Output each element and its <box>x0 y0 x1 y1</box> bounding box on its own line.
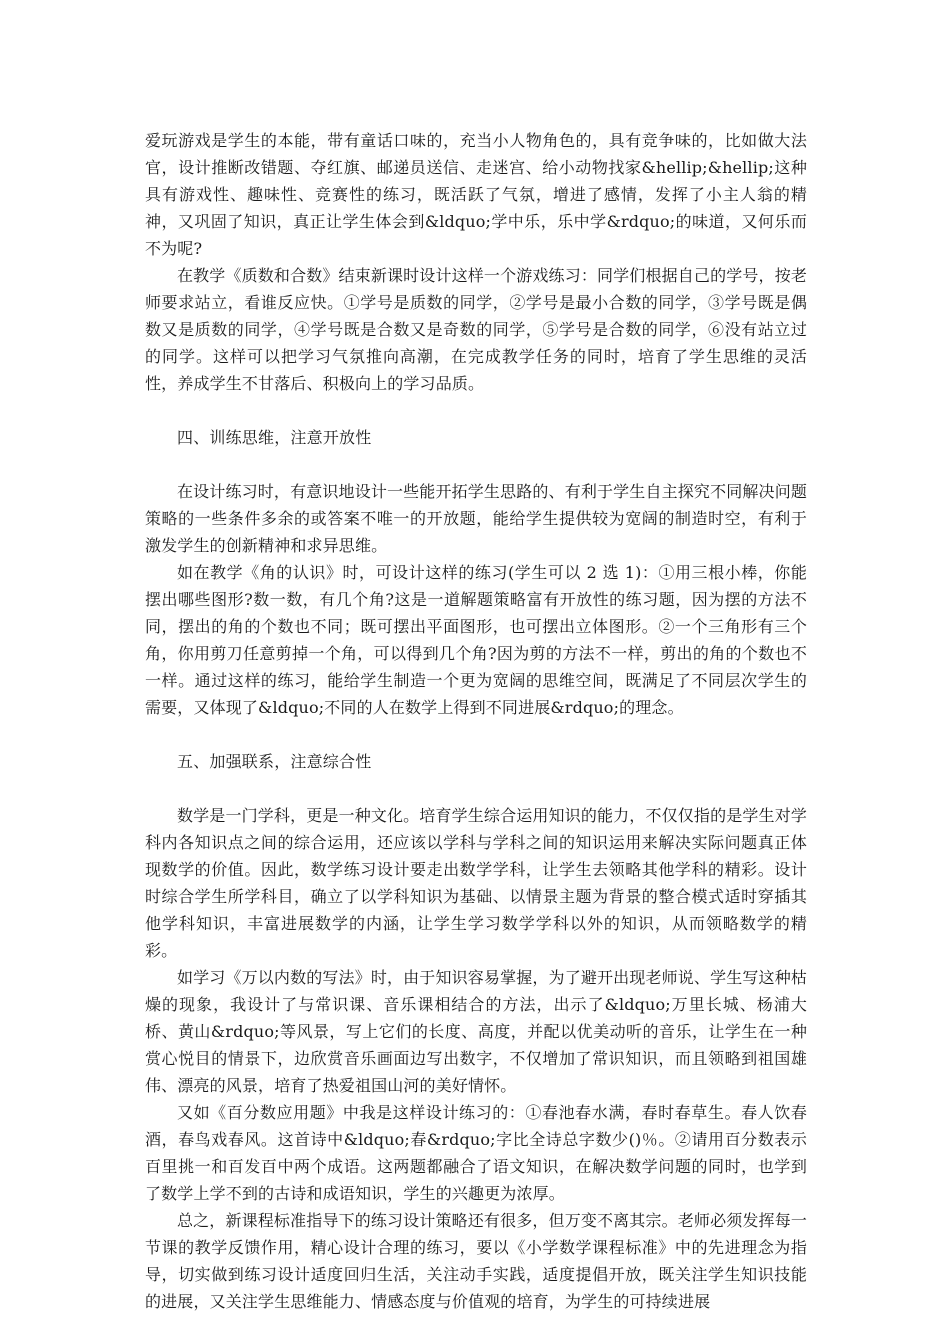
paragraph-open-thinking: 在设计练习时，有意识地设计一些能开拓学生思路的、有利于学生自主探究不同解决问题策略的一些条件多余的或答案不唯一的开放题，能给学生提供较为宽阔的制造时空，有利于激发学生的创新精神和求异思维。 <box>145 482 807 555</box>
paragraph-angle-example: 如在教学《角的认识》时，可设计这样的练习(学生可以 2 选 1)：①用三根小棒，你能摆出哪些图形?数一数，有几个角?这是一道解题策略富有开放性的练习题，因为摆的方法不同，摆出的角的个数也不同；既可摆出平面图形，也可摆出立体图形。②一个三角形有三个角，你用剪刀任意剪掉一个角，可以得到几个角?因为剪的方法不一样，剪出的角的个数也不一样。通过这样的练习，能给学生制造一个更为宽阔的思维空间，既满足了不同层次学生的需要，又体现了&ldquo;不同的人在数学上得到不同进展&rdquo;的理念。 <box>145 563 807 717</box>
paragraph-percentage-example: 又如《百分数应用题》中我是这样设计练习的：①春池春水满，春时春草生。春人饮春酒，春鸟戏春风。这首诗中&ldquo;春&rdquo;字比全诗总字数少()％。②请用百分数表示百里挑一和百发百中两个成语。这两题都融合了语文知识，在解决数学问题的同时，也学到了数学上学不到的古诗和成语知识，学生的兴趣更为浓厚。 <box>145 1103 807 1203</box>
paragraph-prime-composite-example: 在教学《质数和合数》结束新课时设计这样一个游戏练习：同学们根据自己的学号，按老师要求站立，看谁反应快。①学号是质数的同学，②学号是最小合数的同学，③学号既是偶数又是质数的同学，④学号既是合数又是奇数的同学，⑤学号是合数的同学，⑥没有站立过的同学。这样可以把学习气氛推向高潮，在完成教学任务的同时，培育了学生思维的灵活性，养成学生不甘落后、积极向上的学习品质。 <box>145 266 807 393</box>
paragraph-math-culture: 数学是一门学科，更是一种文化。培育学生综合运用知识的能力，不仅仅指的是学生对学科内各知识点之间的综合运用，还应该以学科与学科之间的知识运用来解决实际问题真正体现数学的价值。因此，数学练习设计要走出数学学科，让学生去领略其他学科的精彩。设计时综合学生所学科目，确立了以学科知识为基础、以情景主题为背景的整合模式适时穿插其他学科知识，丰富进展数学的内涵，让学生学习数学学科以外的知识，从而领略数学的精彩。 <box>145 806 807 960</box>
paragraph-number-writing-example: 如学习《万以内数的写法》时，由于知识容易掌握，为了避开出现老师说、学生写这种枯燥的现象，我设计了与常识课、音乐课相结合的方法，出示了&ldquo;万里长城、杨浦大桥、黄山&rdquo;等风景，写上它们的长度、高度，并配以优美动听的音乐，让学生在一种赏心悦目的情景下，边欣赏音乐画面边写出数字，不仅增加了常识知识，而且领略到祖国雄伟、漂亮的风景，培育了热爱祖国山河的美好情怀。 <box>145 968 807 1095</box>
document-body <box>145 127 807 1315</box>
section-heading-5: 五、加强联系，注意综合性 <box>177 752 372 771</box>
paragraph-games-intro: 爱玩游戏是学生的本能，带有童话口味的，充当小人物角色的，具有竞争味的，比如做大法官，设计推断改错题、夺红旗、邮递员送信、走迷宫、给小动物找家&hellip;&hellip;这种具有游戏性、趣味性、竞赛性的练习，既活跃了气氛，增进了感情，发挥了小主人翁的精神，又巩固了知识，真正让学生体会到&ldquo;学中乐，乐中学&rdquo;的味道，又何乐而不为呢? <box>145 131 807 258</box>
section-heading-4: 四、训练思维，注意开放性 <box>177 428 372 447</box>
paragraph-summary: 总之，新课程标准指导下的练习设计策略还有很多，但万变不离其宗。老师必须发挥每一节课的教学反馈作用，精心设计合理的练习，要以《小学数学课程标准》中的先进理念为指导，切实做到练习设计适度回归生活，关注动手实践，适度提倡开放，既关注学生知识技能的进展，又关注学生思维能力、情感态度与价值观的培育，为学生的可持续进展 <box>145 1211 807 1311</box>
